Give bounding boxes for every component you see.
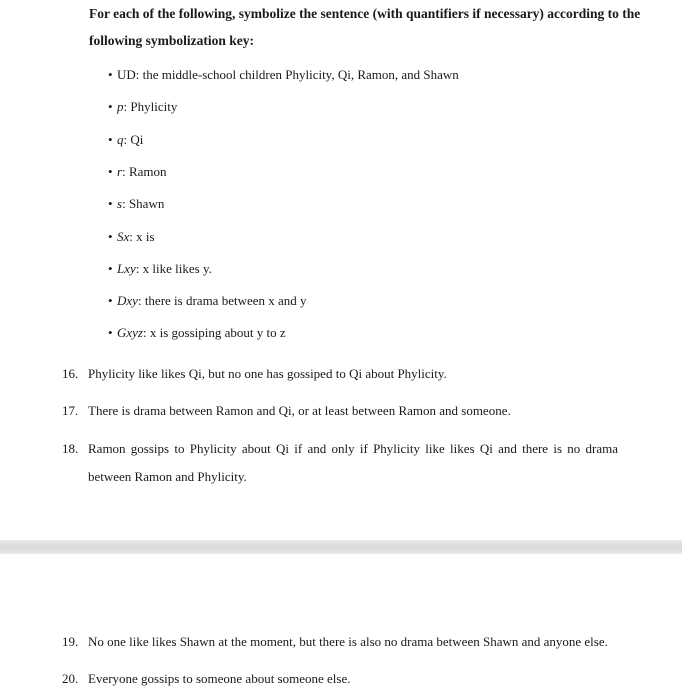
key-meaning: Qi	[130, 132, 144, 147]
key-symbol: Gxyz	[117, 325, 143, 340]
key-meaning: UD: the middle-school children Phylicity, Qi, Ramon, and Shawn	[117, 67, 459, 82]
bullet-icon: •	[108, 325, 113, 340]
key-item-sx	[108, 229, 155, 245]
key-meaning: x like likes y.	[142, 261, 212, 276]
problem-number: 16.	[62, 366, 79, 381]
problem-number: 19.	[62, 634, 79, 649]
key-separator: :	[122, 196, 129, 211]
bullet-icon: •	[108, 67, 113, 82]
page-separator	[0, 540, 682, 554]
problem-text: Ramon gossips to Phylicity about Qi if and only if Phylicity like likes Qi and there is no drama between Ramon and Phylicity.	[88, 441, 618, 484]
key-item-p	[108, 99, 177, 115]
key-meaning: x is gossiping about y to z	[149, 325, 286, 340]
key-symbol: q	[117, 132, 124, 147]
problem-number: 17.	[62, 403, 79, 418]
problem-18	[62, 435, 618, 491]
page-2	[0, 554, 682, 700]
key-item-r	[108, 164, 167, 180]
key-meaning: Shawn	[128, 196, 165, 211]
key-separator: :	[135, 261, 143, 276]
key-separator: :	[123, 132, 131, 147]
key-item-gxyz	[108, 325, 286, 341]
problem-text: Everyone gossips to someone about someone else.	[88, 671, 351, 686]
key-symbol: Lxy	[117, 261, 136, 276]
problem-20	[62, 665, 618, 693]
key-item-ud	[108, 67, 459, 83]
key-separator: :	[143, 325, 150, 340]
bullet-icon: •	[108, 164, 113, 179]
instructions-heading: For each of the following, symbolize the sentence (with quantifiers if necessary) according to the following symbolization key:	[89, 6, 641, 48]
key-separator: :	[122, 164, 129, 179]
key-symbol: p	[117, 99, 124, 114]
key-item-dxy	[108, 293, 307, 309]
bullet-icon: •	[108, 229, 113, 244]
key-meaning: Ramon	[128, 164, 167, 179]
problem-19	[62, 628, 618, 656]
bullet-icon: •	[108, 196, 113, 211]
key-symbol: Sx	[117, 229, 130, 244]
key-meaning: x is	[136, 229, 155, 244]
key-item-s	[108, 196, 164, 212]
key-meaning: there is drama between x and y	[144, 293, 307, 308]
problem-17	[62, 397, 618, 425]
key-separator: :	[129, 229, 137, 244]
key-symbol: r	[117, 164, 123, 179]
problem-text: No one like likes Shawn at the moment, but there is also no drama between Shawn and anyone else.	[88, 634, 608, 649]
bullet-icon: •	[108, 99, 113, 114]
key-symbol: Dxy	[117, 293, 138, 308]
problem-text: Phylicity like likes Qi, but no one has gossiped to Qi about Phylicity.	[88, 366, 447, 381]
key-separator: :	[123, 99, 131, 114]
key-item-q	[108, 132, 143, 148]
key-separator: :	[137, 293, 145, 308]
problem-number: 20.	[62, 671, 79, 686]
bullet-icon: •	[108, 293, 113, 308]
problem-text: There is drama between Ramon and Qi, or at least between Ramon and someone.	[88, 403, 511, 418]
bullet-icon: •	[108, 261, 113, 276]
key-symbol: s	[117, 196, 123, 211]
bullet-icon: •	[108, 132, 113, 147]
key-item-lxy	[108, 261, 212, 277]
key-meaning: Phylicity	[130, 99, 178, 114]
problem-16	[62, 360, 618, 388]
problem-number: 18.	[62, 441, 79, 456]
